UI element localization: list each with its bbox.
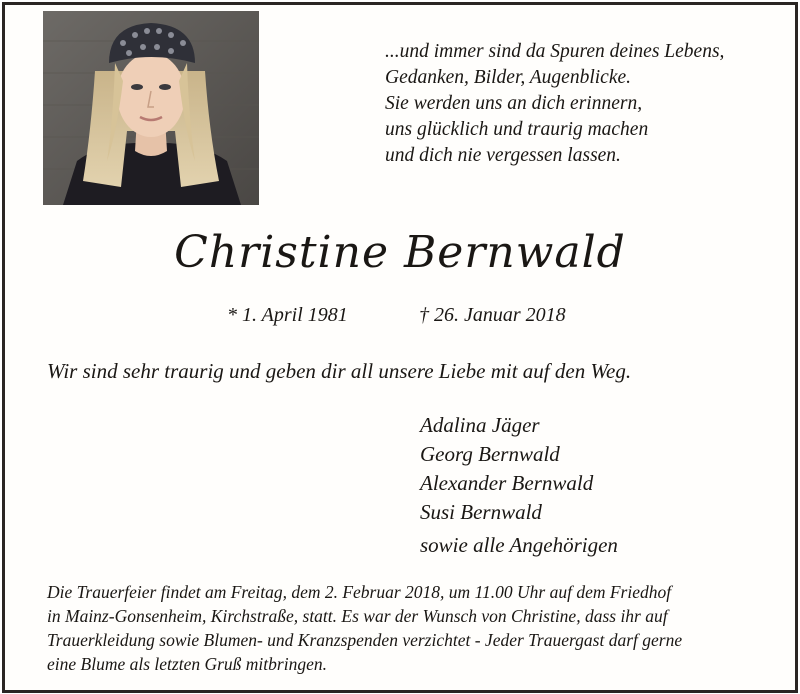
- family-member: Susi Bernwald: [420, 500, 542, 524]
- notice-line: Trauerkleidung sowie Blumen- und Kranzspenden verzichtet - Jeder Trauergast darf gerne: [47, 630, 683, 650]
- poem-line: uns glücklich und traurig machen: [385, 119, 649, 140]
- poem-line: und dich nie vergessen lassen.: [385, 145, 621, 166]
- family-member: Georg Bernwald: [420, 442, 560, 466]
- notice-line: eine Blume als letzten Gruß mitbringen.: [47, 654, 327, 674]
- portrait-illustration: [43, 11, 259, 205]
- farewell-message: Wir sind sehr traurig und geben dir all unsere Liebe mit auf den Weg.: [47, 359, 632, 383]
- family-member: Alexander Bernwald: [420, 471, 594, 495]
- poem-line: Sie werden uns an dich erinnern,: [385, 93, 643, 114]
- family-list: [420, 411, 593, 527]
- funeral-notice: [47, 580, 787, 676]
- family-member: Adalina Jäger: [420, 413, 540, 437]
- relatives-line: sowie alle Angehörigen: [420, 533, 618, 557]
- poem-line: ...und immer sind da Spuren deines Lebens,: [385, 41, 725, 62]
- deceased-name: Christine Bernwald: [174, 227, 626, 278]
- portrait-photo: [43, 11, 259, 205]
- death-date: † 26. Januar 2018: [419, 304, 566, 326]
- notice-line: in Mainz-Gonsenheim, Kirchstraße, statt. Es war der Wunsch von Christine, dass ihr auf: [47, 606, 668, 626]
- memorial-poem: [385, 39, 785, 169]
- poem-line: Gedanken, Bilder, Augenblicke.: [385, 67, 632, 88]
- notice-line: Die Trauerfeier findet am Freitag, dem 2. Februar 2018, um 11.00 Uhr auf dem Friedhof: [47, 582, 672, 602]
- birth-date: * 1. April 1981: [227, 304, 348, 326]
- obituary-frame: [2, 2, 798, 693]
